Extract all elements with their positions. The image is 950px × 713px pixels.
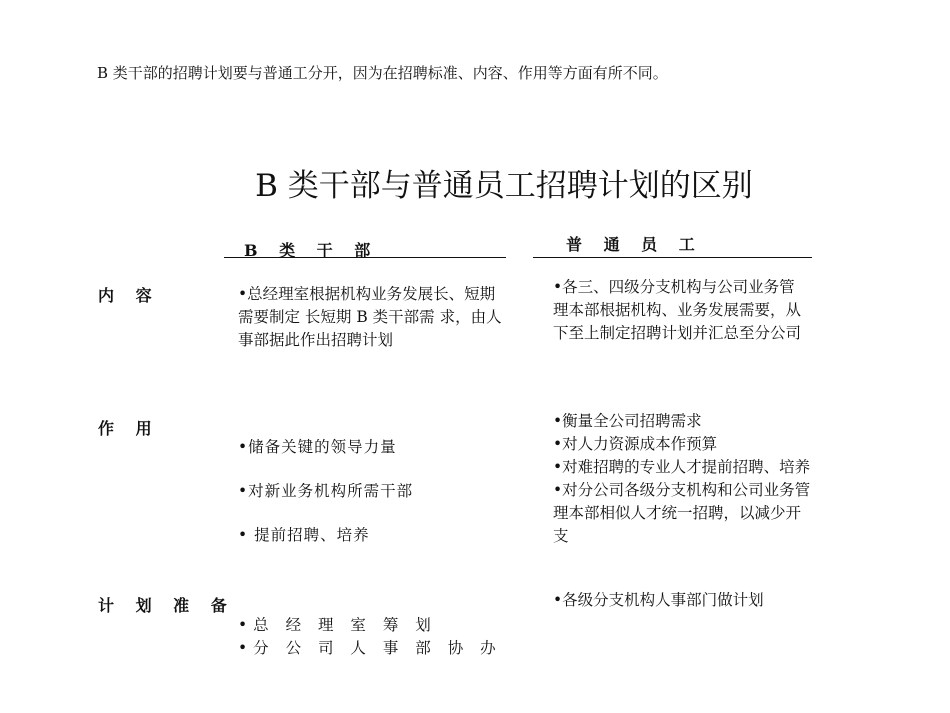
cell-content-b-cadres <box>238 283 508 352</box>
cell-role-regular-staff <box>553 410 815 548</box>
list-item: • 提前招聘、培养 <box>238 526 370 544</box>
column-header-underline-right <box>533 257 812 258</box>
list-item: •对新业务机构所需干部 <box>238 482 414 500</box>
list-item: •对难招聘的专业人才提前招聘、培养 <box>553 458 811 476</box>
list-item: •对人力资源成本作预算 <box>553 435 718 453</box>
cell-content-regular-staff <box>553 276 808 345</box>
row-label-content: 内 容 <box>98 286 160 305</box>
list-item: •分 公 司 人 事 部 协 办 <box>238 639 502 657</box>
column-header-underline-left <box>224 257 506 258</box>
list-item: •总 经 理 室 筹 划 <box>238 616 437 634</box>
cell-role-b-cadres <box>238 436 518 547</box>
cell-prep-b-cadres <box>238 614 528 660</box>
slide-title: B 类干部与普通员工招聘计划的区别 <box>255 168 753 204</box>
list-item: •对分公司各级分支机构和公司业务管理本部相似人才统一招聘，以减少开支 <box>553 481 811 545</box>
list-item: •衡量全公司招聘需求 <box>553 412 702 430</box>
cell-text: •各三、四级分支机构与公司业务管理本部根据机构、业务发展需要，从下至上制定招聘计划并汇总至分公司 <box>553 278 802 342</box>
row-label-plan-prep: 计 划 准 备 <box>98 596 235 615</box>
list-item: •各级分支机构人事部门做计划 <box>553 591 764 609</box>
column-header-regular-staff: 普 通 员 工 <box>566 235 703 254</box>
intro-paragraph: B 类干部的招聘计划要与普通工分开，因为在招聘标准、内容、作用等方面有所不同。 <box>97 64 668 82</box>
cell-prep-regular-staff <box>553 589 815 612</box>
column-header-b-cadres: B 类 干 部 <box>244 241 379 260</box>
list-item: •储备关键的领导力量 <box>238 438 397 456</box>
cell-text: •总经理室根据机构业务发展长、短期需要制定 长短期 B 类干部需 求，由人事部据此作出招聘计划 <box>238 285 502 349</box>
row-label-role: 作 用 <box>98 419 160 438</box>
